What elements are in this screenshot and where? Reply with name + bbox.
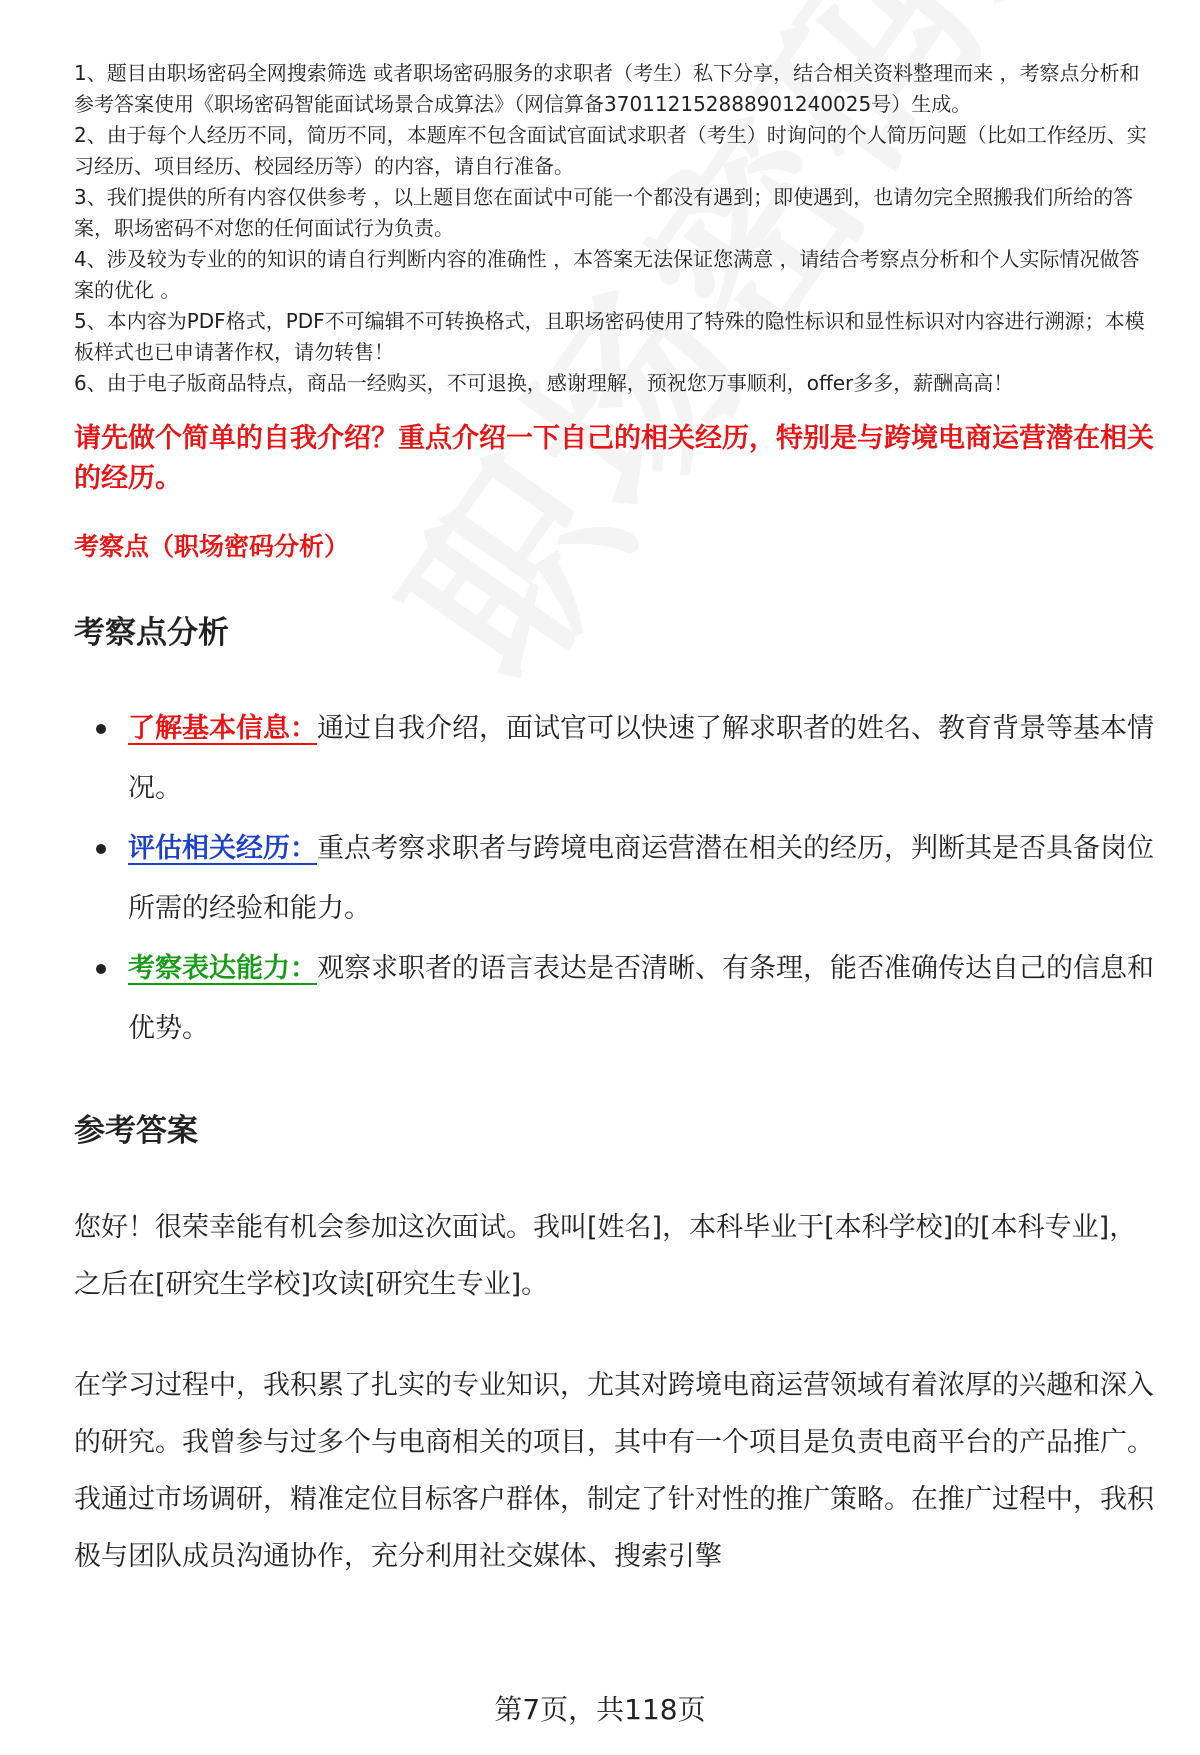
point-label: 考察点（职场密码分析） <box>74 532 350 561</box>
notice-item: 2、由于每个人经历不同，简历不同，本题库不包含面试官面试求职者（考生）时询问的个人简历问题（比如工作经历、实习经历、项目经历、校园经历等）的内容，请自行准备。 <box>74 123 1147 178</box>
notice-item: 4、涉及较为专业的的知识的请自行判断内容的准确性 ，本答案无法保证您满意 ，请结合考察点分析和个人实际情况做答案的优化 。 <box>74 247 1140 302</box>
bullet-icon <box>96 964 106 974</box>
bullet-icon <box>96 844 106 854</box>
interview-question: 请先做个简单的自我介绍？重点介绍一下自己的相关经历，特别是与跨境电商运营潜在相关的经历。 <box>74 423 1154 494</box>
analysis-item <box>74 939 1154 1059</box>
analysis-text: 重点考察求职者与跨境电商运营潜在相关的经历，判断其是否具备岗位所需的经验和能力。 <box>128 833 1154 924</box>
notice-item: 6、由于电子版商品特点，商品一经购买，不可退换，感谢理解，预祝您万事顺利，offer多多，薪酬高高！ <box>74 371 1014 395</box>
analysis-list <box>74 699 1154 1059</box>
analysis-term: 评估相关经历： <box>128 833 317 864</box>
answer-paragraph: 您好！很荣幸能有机会参加这次面试。我叫[姓名]，本科毕业于[本科学校]的[本科专业]，之后在[研究生学校]攻读[研究生专业]。 <box>74 1212 1137 1300</box>
analysis-title: 考察点分析 <box>74 615 229 651</box>
analysis-item <box>74 699 1154 819</box>
notice-item: 1、题目由职场密码全网搜索筛选 或者职场密码服务的求职者（考生）私下分享，结合相关资料整理而来 ，考察点分析和参考答案使用《职场密码智能面试场景合成算法》（网信算备370112152888901240025号）生成。 <box>74 61 1140 116</box>
notice-list <box>74 58 1154 399</box>
answer-title: 参考答案 <box>74 1113 198 1149</box>
page-number: 第7页，共118页 <box>494 1693 706 1726</box>
document-page <box>74 58 1154 1585</box>
notice-item: 5、本内容为PDF格式，PDF不可编辑不可转换格式，且职场密码使用了特殊的隐性标识和显性标识对内容进行溯源；本模板样式也已申请著作权，请勿转售！ <box>74 309 1145 364</box>
answer-body <box>74 1199 1154 1585</box>
analysis-text: 通过自我介绍，面试官可以快速了解求职者的姓名、教育背景等基本情况。 <box>128 713 1154 804</box>
analysis-text: 观察求职者的语言表达是否清晰、有条理，能否准确传达自己的信息和优势。 <box>128 953 1154 1044</box>
notice-item: 3、我们提供的所有内容仅供参考 ，以上题目您在面试中可能一个都没有遇到；即使遇到，也请勿完全照搬我们所给的答案，职场密码不对您的任何面试行为负责。 <box>74 185 1134 240</box>
analysis-item <box>74 819 1154 939</box>
analysis-term: 考察表达能力： <box>128 953 317 984</box>
analysis-term: 了解基本信息： <box>128 713 317 744</box>
answer-paragraph: 在学习过程中，我积累了扎实的专业知识，尤其对跨境电商运营领域有着浓厚的兴趣和深入的研究。我曾参与过多个与电商相关的项目，其中有一个项目是负责电商平台的产品推广。我通过市场调研，精准定位目标客户群体，制定了针对性的推广策略。在推广过程中，我积极与团队成员沟通协作，充分利用社交媒体、搜索引擎 <box>74 1370 1154 1572</box>
bullet-icon <box>96 724 106 734</box>
